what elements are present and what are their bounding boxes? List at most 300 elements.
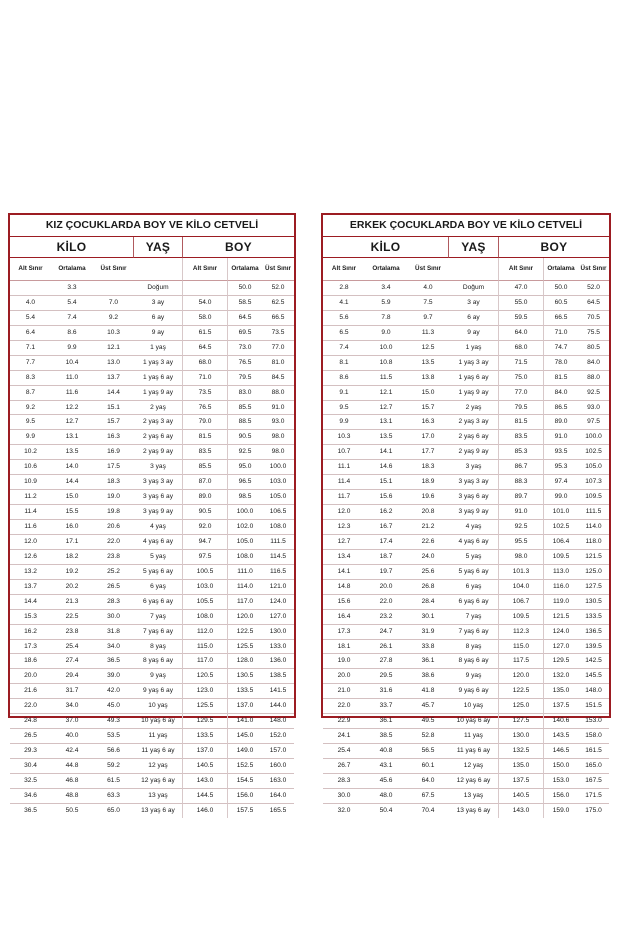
- table-cell-kilo-ust: 61.5: [93, 774, 134, 789]
- table-cell-kilo-ust: 13.5: [407, 356, 449, 371]
- table-cell-boy-ust: 151.5: [578, 699, 609, 714]
- table-cell-boy-alt: 98.0: [499, 550, 544, 565]
- column-header-yas: [134, 258, 183, 281]
- table-cell-boy-ortalama: 74.7: [544, 341, 578, 356]
- table-cell-kilo-alt: 6.4: [10, 326, 51, 341]
- table-cell-boy-alt: 123.0: [183, 684, 228, 699]
- table-cell-kilo-alt: 6.5: [323, 326, 365, 341]
- table-cell-kilo-alt: 9.2: [10, 401, 51, 416]
- table-cell-yas: 9 yaş: [449, 669, 499, 684]
- table-cell-yas: 6 yaş: [134, 580, 183, 595]
- table-cell-boy-alt: 117.0: [183, 654, 228, 669]
- table-cell-yas: 3 ay: [449, 296, 499, 311]
- table-cell-boy-ortalama: 81.5: [544, 371, 578, 386]
- table-cell-kilo-ust: 15.0: [407, 386, 449, 401]
- table-cell-kilo-alt: 9.5: [323, 401, 365, 416]
- table-cell-boy-ust: 127.0: [262, 610, 294, 625]
- table-cell-boy-alt: 89.0: [183, 490, 228, 505]
- table-cell-kilo-ust: 26.5: [93, 580, 134, 595]
- table-cell-boy-ortalama: 127.0: [544, 640, 578, 655]
- table-cell-boy-alt: 68.0: [183, 356, 228, 371]
- table-cell-boy-ortalama: 96.5: [228, 475, 262, 490]
- table-cell-boy-ortalama: 84.0: [544, 386, 578, 401]
- table-cell-kilo-ust: 12.5: [407, 341, 449, 356]
- table-cell-kilo-ust: 13.8: [407, 371, 449, 386]
- table-cell-boy-alt: 81.5: [183, 430, 228, 445]
- table-cell-boy-alt: 146.0: [183, 804, 228, 818]
- table-cell-kilo-ust: 18.3: [93, 475, 134, 490]
- table-cell-kilo-ust: 7.5: [407, 296, 449, 311]
- table-cell-yas: 1 yaş 3 ay: [134, 356, 183, 371]
- table-cell-boy-ust: 102.5: [578, 445, 609, 460]
- table-cell-boy-ust: 98.0: [262, 430, 294, 445]
- table-cell-boy-ust: 157.0: [262, 744, 294, 759]
- table-cell-kilo-ortalama: 33.7: [365, 699, 407, 714]
- table-cell-kilo-ortalama: 31.6: [365, 684, 407, 699]
- table-cell-kilo-ortalama: 18.2: [51, 550, 93, 565]
- table-cell-boy-alt: 108.0: [183, 610, 228, 625]
- table-cell-boy-alt: 68.0: [499, 341, 544, 356]
- table-cell-kilo-ortalama: 10.8: [365, 356, 407, 371]
- table-cell-boy-alt: 59.5: [499, 311, 544, 326]
- table-cell-boy-alt: 117.5: [499, 654, 544, 669]
- table-cell-boy-ust: 121.5: [578, 550, 609, 565]
- table-cell-kilo-ust: 15.1: [93, 401, 134, 416]
- table-cell-kilo-ortalama: 18.7: [365, 550, 407, 565]
- table-cell-yas: 1 yaş 6 ay: [449, 371, 499, 386]
- table-cell-kilo-ortalama: 43.1: [365, 759, 407, 774]
- table-cell-boy-alt: 103.0: [183, 580, 228, 595]
- table-cell-kilo-ust: 22.6: [407, 535, 449, 550]
- table-cell-boy-ust: 98.0: [262, 445, 294, 460]
- table-cell-yas: 9 yaş 6 ay: [449, 684, 499, 699]
- table-cell-kilo-ortalama: 40.0: [51, 729, 93, 744]
- table-cell-kilo-ortalama: 22.0: [365, 595, 407, 610]
- table-cell-kilo-ust: 23.8: [93, 550, 134, 565]
- table-cell-boy-ortalama: 114.0: [228, 580, 262, 595]
- table-cell-kilo-ortalama: 46.8: [51, 774, 93, 789]
- table-cell-kilo-ortalama: 29.5: [365, 669, 407, 684]
- table-cell-kilo-alt: 8.3: [10, 371, 51, 386]
- table-cell-yas: 12 yaş 6 ay: [134, 774, 183, 789]
- table-cell-boy-ortalama: 137.5: [544, 699, 578, 714]
- table-cell-boy-ortalama: 154.5: [228, 774, 262, 789]
- table-cell-boy-ust: 133.0: [262, 640, 294, 655]
- table-cell-kilo-ortalama: 15.5: [51, 505, 93, 520]
- table-cell-boy-alt: 97.5: [183, 550, 228, 565]
- table-cell-yas: 3 yaş 9 ay: [449, 505, 499, 520]
- column-header-boy-alt: Alt Sınır: [183, 258, 228, 281]
- table-cell-boy-ust: 142.5: [578, 654, 609, 669]
- table-cell-boy-ust: 91.0: [262, 401, 294, 416]
- table-cell-kilo-ortalama: 17.4: [365, 535, 407, 550]
- table-cell-yas: 6 ay: [449, 311, 499, 326]
- table-cell-kilo-ust: 15.7: [93, 415, 134, 430]
- table-cell-boy-ortalama: 157.5: [236, 806, 254, 814]
- table-cell-yas: 10 yaş 6 ay: [134, 714, 183, 729]
- table-cell-yas: 2 yaş 9 ay: [449, 445, 499, 460]
- table-cell-yas: 10 yaş: [449, 699, 499, 714]
- table-cell-boy-ust: 114.5: [262, 550, 294, 565]
- table-cell-kilo-alt: 26.5: [10, 729, 51, 744]
- table-cell-boy-ortalama: 79.5: [228, 371, 262, 386]
- table-cell-boy-alt: 100.5: [183, 565, 228, 580]
- table-cell-kilo-ortalama: 5.9: [365, 296, 407, 311]
- table-cell-kilo-ortalama: 26.1: [365, 640, 407, 655]
- table-cell-kilo-ortalama: 13.5: [51, 445, 93, 460]
- table-cell-yas: 4 yaş 6 ay: [449, 535, 499, 550]
- table-cell-boy-ortalama: 149.0: [228, 744, 262, 759]
- table-cell-boy-ortalama: 129.5: [544, 654, 578, 669]
- table-cell-kilo-alt: 11.1: [323, 460, 365, 475]
- table-cell-boy-ust: 171.5: [578, 789, 609, 804]
- table-cell-yas: Doğum: [449, 281, 499, 296]
- table-cell-boy-ust: 133.5: [578, 610, 609, 625]
- table-cell-kilo-alt: 9.9: [323, 415, 365, 430]
- table-cell-boy-ust: 118.0: [578, 535, 609, 550]
- table-cell-kilo-ortalama: 14.4: [51, 475, 93, 490]
- table-cell-boy-ust: 160.0: [262, 759, 294, 774]
- table-cell-kilo-ortalama: 16.7: [365, 520, 407, 535]
- table-cell-kilo-alt: 20.0: [10, 669, 51, 684]
- table-cell-kilo-ortalama: 15.6: [365, 490, 407, 505]
- table-cell-kilo-ortalama: 7.4: [51, 311, 93, 326]
- table-cell-kilo-alt: 9.9: [10, 430, 51, 445]
- table-cell-boy-alt: 127.5: [499, 714, 544, 729]
- table-cell-yas: 3 yaş 6 ay: [134, 490, 183, 505]
- table-cell-kilo-ortalama: 45.6: [365, 774, 407, 789]
- table-cell-kilo-ust: 64.0: [407, 774, 449, 789]
- table-cell-boy-ortalama: 141.0: [228, 714, 262, 729]
- table-cell-boy-alt: 105.5: [183, 595, 228, 610]
- table-cell-kilo-ortalama: 12.2: [51, 401, 93, 416]
- column-header-yas: [449, 258, 499, 281]
- table-cell-yas: Doğum: [134, 281, 183, 296]
- table-cell-yas: 9 yaş 6 ay: [134, 684, 183, 699]
- table-cell-kilo-alt: 10.6: [10, 460, 51, 475]
- table-cell-yas: 13 yaş 6 ay: [134, 804, 183, 818]
- table-cell-kilo-ust: 52.8: [407, 729, 449, 744]
- table-cell-kilo-ortalama: 13.1: [365, 415, 407, 430]
- table-cell-kilo-ust: 16.3: [407, 415, 449, 430]
- yas-group-header: YAŞ: [134, 237, 183, 258]
- table-cell-kilo-ortalama: 12.1: [365, 386, 407, 401]
- table-cell-kilo-ust: 30.1: [407, 610, 449, 625]
- table-cell-kilo-ortalama: 48.0: [365, 789, 407, 804]
- table-cell-boy-ust: 136.5: [578, 625, 609, 640]
- table-cell-kilo-alt: 8.1: [323, 356, 365, 371]
- table-cell-yas: 2 yaş 9 ay: [134, 445, 183, 460]
- table-cell-boy-ortalama: 106.4: [544, 535, 578, 550]
- table-cell-boy-ust: 108.0: [262, 520, 294, 535]
- table-cell-kilo-ust: 70.4: [421, 806, 435, 814]
- table-cell-boy-alt: 137.5: [499, 774, 544, 789]
- table-cell-boy-alt: [183, 281, 228, 296]
- table-cell-boy-alt: 55.0: [499, 296, 544, 311]
- table-cell-kilo-ust: 31.9: [407, 625, 449, 640]
- table-cell-boy-ust: 52.0: [262, 281, 294, 296]
- table-cell-kilo-ortalama: 11.0: [51, 371, 93, 386]
- table-cell-kilo-ortalama: 37.0: [51, 714, 93, 729]
- table-cell-yas: 12 yaş: [134, 759, 183, 774]
- table-cell-kilo-ust: 41.8: [407, 684, 449, 699]
- table-cell-boy-ortalama: 90.5: [228, 430, 262, 445]
- kilo-group-header: KİLO: [10, 237, 134, 258]
- table-cell-boy-alt: 89.7: [499, 490, 544, 505]
- table-cell-boy-ust: 100.0: [578, 430, 609, 445]
- table-cell-kilo-alt: 10.7: [323, 445, 365, 460]
- table-cell-kilo-alt: 7.4: [323, 341, 365, 356]
- table-cell-boy-alt: 125.5: [183, 699, 228, 714]
- table-cell-kilo-ortalama: 31.7: [51, 684, 93, 699]
- boy-group-header: BOY: [183, 237, 294, 258]
- table-cell-boy-ortalama: 111.0: [228, 565, 262, 580]
- table-cell-boy-alt: 77.0: [499, 386, 544, 401]
- table-cell-kilo-ortalama: 9.0: [365, 326, 407, 341]
- table-cell-kilo-ortalama: 15.0: [51, 490, 93, 505]
- table-cell-kilo-alt: 12.0: [323, 505, 365, 520]
- table-cell-boy-alt: 101.3: [499, 565, 544, 580]
- table-cell-kilo-ortalama: 10.4: [51, 356, 93, 371]
- table-cell-boy-alt: 135.0: [499, 759, 544, 774]
- table-cell-kilo-ortalama: 48.8: [51, 789, 93, 804]
- table-cell-boy-ust: 158.0: [578, 729, 609, 744]
- table-cell-kilo-alt: 11.4: [323, 475, 365, 490]
- girls-growth-chart: [8, 213, 296, 814]
- table-cell-yas: 10 yaş: [134, 699, 183, 714]
- table-cell-boy-alt: 83.5: [499, 430, 544, 445]
- table-cell-kilo-ust: 20.8: [407, 505, 449, 520]
- table-cell-kilo-ortalama: 9.9: [51, 341, 93, 356]
- table-cell-boy-ortalama: 102.0: [228, 520, 262, 535]
- table-cell-kilo-ortalama: 20.0: [365, 580, 407, 595]
- table-cell-boy-ortalama: 101.0: [544, 505, 578, 520]
- table-cell-boy-alt: 95.5: [499, 535, 544, 550]
- table-cell-kilo-ust: 11.3: [407, 326, 449, 341]
- table-cell-kilo-alt: 22.0: [10, 699, 51, 714]
- table-cell-yas: 11 yaş: [134, 729, 183, 744]
- table-cell-boy-ust: 161.5: [578, 744, 609, 759]
- table-cell-kilo-ortalama: 25.4: [51, 640, 93, 655]
- table-cell-boy-ust: 105.0: [262, 490, 294, 505]
- table-cell-yas: 13 yaş: [134, 789, 183, 804]
- table-cell-boy-ust: 175.0: [585, 806, 602, 814]
- table-cell-kilo-alt: 10.3: [323, 430, 365, 445]
- table-cell-boy-ortalama: 140.6: [544, 714, 578, 729]
- table-cell-kilo-alt: 32.0: [337, 806, 351, 814]
- table-cell-yas: 7 yaş 6 ay: [134, 625, 183, 640]
- table-cell-boy-ortalama: 108.0: [228, 550, 262, 565]
- table-cell-yas: 1 yaş: [134, 341, 183, 356]
- table-cell-boy-ust: 66.5: [262, 311, 294, 326]
- table-cell-boy-ortalama: 66.5: [544, 311, 578, 326]
- table-cell-boy-alt: 92.0: [183, 520, 228, 535]
- table-cell-boy-alt: 47.0: [499, 281, 544, 296]
- table-cell-yas: 7 yaş: [134, 610, 183, 625]
- table-cell-kilo-alt: 4.1: [323, 296, 365, 311]
- table-cell-kilo-alt: 4.0: [10, 296, 51, 311]
- table-cell-kilo-ust: 19.8: [93, 505, 134, 520]
- table-cell-kilo-ortalama: 14.1: [365, 445, 407, 460]
- table-cell-boy-ortalama: 88.5: [228, 415, 262, 430]
- table-cell-yas: 5 yaş 6 ay: [449, 565, 499, 580]
- table-cell-boy-alt: 71.0: [183, 371, 228, 386]
- table-cell-kilo-alt: 7.1: [10, 341, 51, 356]
- table-cell-kilo-ust: 13.0: [93, 356, 134, 371]
- table-cell-boy-ust: 114.0: [578, 520, 609, 535]
- table-cell-kilo-alt: 8.7: [10, 386, 51, 401]
- table-cell-kilo-ust: 13.7: [93, 371, 134, 386]
- table-cell-yas: 4 yaş: [449, 520, 499, 535]
- table-cell-yas: 13 yaş 6 ay: [449, 804, 499, 818]
- column-header-kilo-ust: Üst Sınır: [407, 258, 449, 281]
- column-header-boy-ust: Üst Sınır: [578, 258, 609, 281]
- table-cell-boy-ust: 84.5: [262, 371, 294, 386]
- table-cell-boy-ust: 103.0: [262, 475, 294, 490]
- table-cell-kilo-alt: 29.3: [10, 744, 51, 759]
- table-cell-boy-alt: 122.5: [499, 684, 544, 699]
- table-cell-kilo-ortalama: 16.2: [365, 505, 407, 520]
- table-cell-yas: 4 yaş: [134, 520, 183, 535]
- table-cell-kilo-ust: 45.0: [93, 699, 134, 714]
- table-cell-boy-alt: 143.0: [183, 774, 228, 789]
- table-cell-boy-ortalama: 50.0: [544, 281, 578, 296]
- table-cell-boy-alt: 115.0: [183, 640, 228, 655]
- table-cell-yas: 6 yaş: [449, 580, 499, 595]
- table-cell-boy-ortalama: 78.0: [544, 356, 578, 371]
- table-cell-boy-ust: 138.5: [262, 669, 294, 684]
- table-cell-yas: 12 yaş: [449, 759, 499, 774]
- table-cell-yas: 6 yaş 6 ay: [134, 595, 183, 610]
- table-cell-boy-alt: 140.5: [499, 789, 544, 804]
- table-cell-boy-ust: 164.0: [262, 789, 294, 804]
- table-cell-kilo-alt: 8.6: [323, 371, 365, 386]
- table-cell-boy-ust: 105.0: [578, 460, 609, 475]
- table-cell-kilo-ortalama: 11.5: [365, 371, 407, 386]
- table-cell-boy-ortalama: 143.5: [544, 729, 578, 744]
- table-cell-boy-alt: 79.5: [499, 401, 544, 416]
- table-cell-boy-ust: 111.5: [578, 505, 609, 520]
- yas-group-header: YAŞ: [449, 237, 499, 258]
- column-header-kilo-alt: Alt Sınır: [10, 258, 51, 281]
- table-cell-kilo-ust: 9.2: [93, 311, 134, 326]
- table-cell-boy-ortalama: 69.5: [228, 326, 262, 341]
- table-cell-kilo-ust: 25.6: [407, 565, 449, 580]
- table-cell-kilo-alt: 19.0: [323, 654, 365, 669]
- table-cell-kilo-ust: 24.0: [407, 550, 449, 565]
- table-cell-kilo-alt: 2.8: [323, 281, 365, 296]
- table-cell-boy-ust: 93.0: [262, 415, 294, 430]
- table-cell-kilo-alt: 28.3: [323, 774, 365, 789]
- table-cell-boy-alt: 133.5: [183, 729, 228, 744]
- table-cell-kilo-ortalama: 38.5: [365, 729, 407, 744]
- table-cell-boy-ust: 139.5: [578, 640, 609, 655]
- table-cell-kilo-ust: 16.9: [93, 445, 134, 460]
- table-cell-yas: 1 yaş: [449, 341, 499, 356]
- table-cell-boy-ortalama: 120.0: [228, 610, 262, 625]
- table-cell-boy-ortalama: 95.0: [228, 460, 262, 475]
- table-cell-boy-ust: 88.0: [262, 386, 294, 401]
- table-cell-boy-alt: 54.0: [183, 296, 228, 311]
- girls-chart-title: KIZ ÇOCUKLARDA BOY VE KİLO CETVELİ: [10, 215, 294, 237]
- table-cell-yas: 2 yaş: [134, 401, 183, 416]
- table-cell-boy-ust: 130.5: [578, 595, 609, 610]
- table-cell-kilo-ust: 39.0: [93, 669, 134, 684]
- table-cell-kilo-alt: [10, 281, 51, 296]
- boy-group-header: BOY: [499, 237, 609, 258]
- table-cell-boy-alt: 86.7: [499, 460, 544, 475]
- table-cell-boy-ortalama: 137.0: [228, 699, 262, 714]
- table-cell-kilo-alt: 15.6: [323, 595, 365, 610]
- table-cell-boy-alt: 129.5: [183, 714, 228, 729]
- table-cell-kilo-alt: 24.1: [323, 729, 365, 744]
- table-cell-kilo-alt: 11.2: [10, 490, 51, 505]
- column-header-boy-ortalama: Ortalama: [228, 258, 262, 281]
- table-cell-kilo-alt: 10.2: [10, 445, 51, 460]
- table-cell-boy-alt: 106.7: [499, 595, 544, 610]
- table-cell-yas: 1 yaş 9 ay: [449, 386, 499, 401]
- table-cell-boy-ust: 62.5: [262, 296, 294, 311]
- table-cell-kilo-ust: 26.8: [407, 580, 449, 595]
- table-cell-kilo-ust: 33.8: [407, 640, 449, 655]
- table-cell-kilo-ust: 56.6: [93, 744, 134, 759]
- table-cell-boy-ortalama: 109.5: [544, 550, 578, 565]
- table-cell-kilo-ortalama: 5.4: [51, 296, 93, 311]
- table-cell-boy-alt: 144.5: [183, 789, 228, 804]
- table-cell-boy-ortalama: 128.0: [228, 654, 262, 669]
- table-cell-kilo-alt: 11.7: [323, 490, 365, 505]
- table-cell-kilo-ust: 34.0: [93, 640, 134, 655]
- table-cell-kilo-alt: 17.3: [323, 625, 365, 640]
- table-cell-boy-alt: 81.5: [499, 415, 544, 430]
- table-cell-boy-ortalama: 95.3: [544, 460, 578, 475]
- table-cell-boy-ust: 165.0: [578, 759, 609, 774]
- table-cell-boy-alt: 85.5: [183, 460, 228, 475]
- table-cell-boy-ust: 152.0: [262, 729, 294, 744]
- table-cell-kilo-ortalama: 24.7: [365, 625, 407, 640]
- table-cell-boy-ust: 92.5: [578, 386, 609, 401]
- table-cell-boy-ust: 93.0: [578, 401, 609, 416]
- table-cell-kilo-ortalama: 34.0: [51, 699, 93, 714]
- table-cell-kilo-alt: 22.0: [323, 699, 365, 714]
- table-cell-boy-ust: 165.5: [269, 806, 287, 814]
- table-cell-kilo-ortalama: 27.4: [51, 654, 93, 669]
- table-cell-kilo-alt: 22.9: [323, 714, 365, 729]
- table-cell-boy-ust: 75.5: [578, 326, 609, 341]
- table-cell-boy-alt: 104.0: [499, 580, 544, 595]
- table-cell-boy-ust: 141.5: [262, 684, 294, 699]
- table-cell-kilo-ortalama: 29.4: [51, 669, 93, 684]
- table-cell-boy-alt: 58.0: [183, 311, 228, 326]
- table-cell-yas: 1 yaş 6 ay: [134, 371, 183, 386]
- table-cell-boy-ust: 97.5: [578, 415, 609, 430]
- table-cell-yas: 1 yaş 9 ay: [134, 386, 183, 401]
- table-cell-boy-ortalama: 71.0: [544, 326, 578, 341]
- table-cell-kilo-ortalama: 14.6: [365, 460, 407, 475]
- table-cell-yas: 2 yaş 6 ay: [449, 430, 499, 445]
- table-cell-kilo-ortalama: 20.2: [51, 580, 93, 595]
- table-cell-yas: 3 yaş 3 ay: [449, 475, 499, 490]
- table-cell-boy-ortalama: 89.0: [544, 415, 578, 430]
- table-cell-boy-alt: 91.0: [499, 505, 544, 520]
- table-cell-boy-ust: 144.0: [262, 699, 294, 714]
- table-cell-boy-alt: 92.5: [499, 520, 544, 535]
- table-cell-boy-ust: 70.5: [578, 311, 609, 326]
- table-cell-boy-ortalama: 92.5: [228, 445, 262, 460]
- column-header-kilo-alt: Alt Sınır: [323, 258, 365, 281]
- table-cell-boy-ust: 148.0: [262, 714, 294, 729]
- table-cell-boy-ortalama: 83.0: [228, 386, 262, 401]
